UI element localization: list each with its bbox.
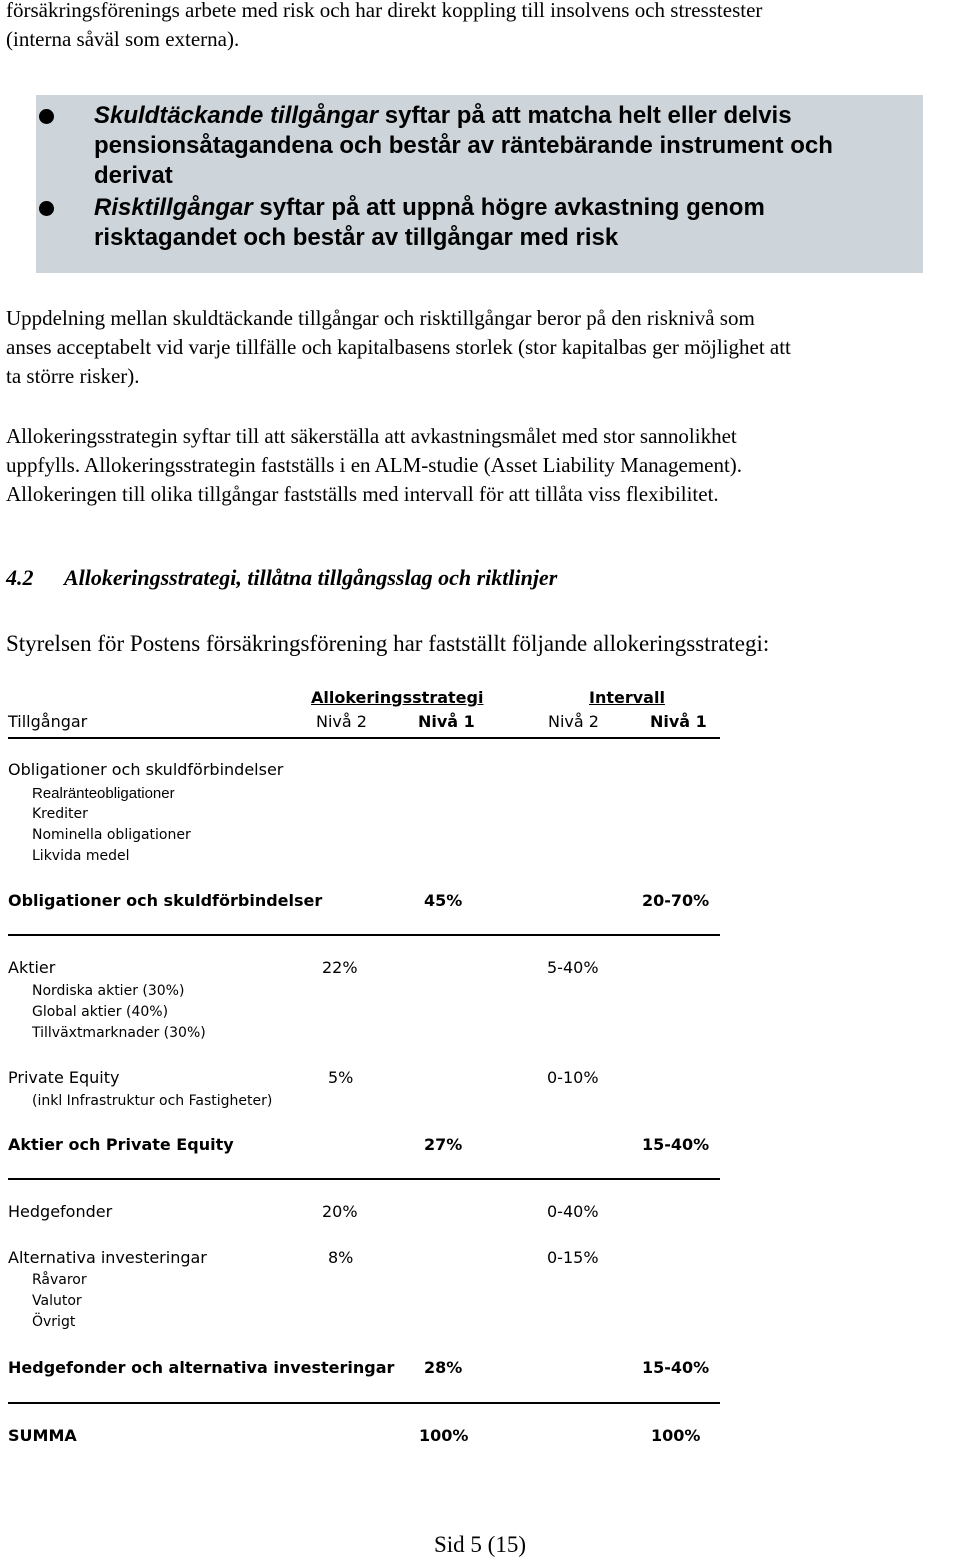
equities-interval: 5-40%: [547, 958, 599, 977]
subitem-global-equities: Global aktier (40%): [32, 1004, 169, 1020]
bullet-icon: [39, 109, 54, 124]
category-hedge-funds: Hedgefonder: [8, 1202, 113, 1221]
total-bonds-value: 45%: [424, 891, 463, 910]
total-bonds-label: Obligationer och skuldförbindelser: [8, 891, 323, 910]
paragraph-line: Uppdelning mellan skuldtäckande tillgångar och risktillgångar beror på den risknivå som: [6, 306, 755, 330]
total-alternatives-label: Hedgefonder och alternativa investeringar: [8, 1358, 395, 1377]
header-level1-interval: Nivå 1: [650, 712, 707, 731]
paragraph-line: ta större risker).: [6, 364, 140, 388]
header-rule: [8, 737, 720, 739]
definition-term: Risktillgångar: [94, 194, 253, 221]
board-statement: Styrelsen för Postens försäkringsförening har fastställt följande allokeringsstrategi:: [6, 631, 770, 656]
intro-line: (interna såväl som externa).: [6, 27, 240, 51]
sum-label: SUMMA: [8, 1426, 77, 1445]
intro-paragraph: [6, 0, 956, 54]
risk-level-paragraph: [6, 304, 960, 391]
definition-text: syftar på att uppnå högre avkastning genom: [252, 194, 765, 221]
alternatives-value: 8%: [328, 1248, 354, 1267]
header-assets: Tillgångar: [8, 712, 88, 731]
asset-definition-box: [36, 95, 923, 273]
total-alternatives-interval: 15-40%: [642, 1358, 710, 1377]
paragraph-line: uppfylls. Allokeringsstrategin fastställs i en ALM-studie (Asset Liability Management).: [6, 453, 743, 477]
hedge-funds-value: 20%: [322, 1202, 358, 1221]
definition-risktillgangar-line2: [94, 223, 618, 253]
subitem-nordic-equities: Nordiska aktier (30%): [32, 983, 185, 999]
subitem-other: Övrigt: [32, 1314, 76, 1330]
hedge-funds-interval: 0-40%: [547, 1202, 599, 1221]
section-number: 4.2: [6, 565, 34, 590]
private-equity-note: (inkl Infrastruktur och Fastigheter): [32, 1093, 273, 1109]
private-equity-value: 5%: [328, 1068, 354, 1087]
sum-value: 100%: [419, 1426, 469, 1445]
total-equities-value: 27%: [424, 1135, 463, 1154]
total-equities-label: Aktier och Private Equity: [8, 1135, 234, 1154]
category-bonds: Obligationer och skuldförbindelser: [8, 760, 284, 779]
header-allocation-strategy: Allokeringsstrategi: [311, 688, 484, 707]
category-equities: Aktier: [8, 958, 56, 977]
definition-skuldtackande-line1: [94, 101, 792, 131]
definition-risktillgangar-line1: [94, 193, 765, 223]
section-title: Allokeringsstrategi, tillåtna tillgångsslag och riktlinjer: [64, 565, 558, 590]
subitem-real-rate-bonds: Realränteobligationer: [32, 785, 175, 802]
page-number: Sid 5 (15): [434, 1532, 526, 1557]
subitem-liquid-funds: Likvida medel: [32, 848, 130, 864]
definition-term: Skuldtäckande tillgångar: [94, 102, 379, 129]
subitem-credits: Krediter: [32, 806, 88, 822]
definition-text: risktagandet och består av tillgångar med risk: [94, 224, 619, 251]
category-alternatives: Alternativa investeringar: [8, 1248, 207, 1267]
section-rule: [8, 1402, 720, 1404]
subitem-commodities: Råvaror: [32, 1272, 87, 1288]
paragraph-line: Allokeringsstrategin syftar till att säkerställa att avkastningsmålet med stor sannolikhet: [6, 424, 737, 448]
total-bonds-interval: 20-70%: [642, 891, 710, 910]
definition-skuldtackande-line2: [94, 131, 833, 161]
subitem-emerging-markets: Tillväxtmarknader (30%): [32, 1025, 206, 1041]
subitem-nominal-bonds: Nominella obligationer: [32, 827, 191, 843]
section-rule: [8, 1178, 720, 1180]
intro-line: försäkringsförenings arbete med risk och har direkt koppling till insolvens och stresstester: [6, 0, 763, 22]
definition-text: pensionsåtagandena och består av räntebärande instrument och: [94, 132, 833, 159]
header-interval: Intervall: [589, 688, 665, 707]
header-level2-allocation: Nivå 2: [316, 712, 367, 731]
header-level1-allocation: Nivå 1: [418, 712, 475, 731]
subitem-currencies: Valutor: [32, 1293, 82, 1309]
bullet-icon: [39, 201, 54, 216]
sum-interval: 100%: [651, 1426, 701, 1445]
category-private-equity: Private Equity: [8, 1068, 120, 1087]
paragraph-line: anses acceptabelt vid varje tillfälle och kapitalbasens storlek (stor kapitalbas ger möjlighet att: [6, 335, 791, 359]
allocation-strategy-paragraph: [6, 422, 960, 509]
section-heading: [6, 563, 557, 593]
private-equity-interval: 0-10%: [547, 1068, 599, 1087]
alternatives-interval: 0-15%: [547, 1248, 599, 1267]
definition-skuldtackande-line3: [94, 161, 173, 191]
definition-text: syftar på att matcha helt eller delvis: [378, 102, 792, 129]
total-equities-interval: 15-40%: [642, 1135, 710, 1154]
equities-value: 22%: [322, 958, 358, 977]
section-rule: [8, 934, 720, 936]
paragraph-line: Allokeringen till olika tillgångar fastställs med intervall för att tillåta viss flexibilitet.: [6, 482, 719, 506]
header-level2-interval: Nivå 2: [548, 712, 599, 731]
total-alternatives-value: 28%: [424, 1358, 463, 1377]
definition-text: derivat: [94, 162, 173, 189]
